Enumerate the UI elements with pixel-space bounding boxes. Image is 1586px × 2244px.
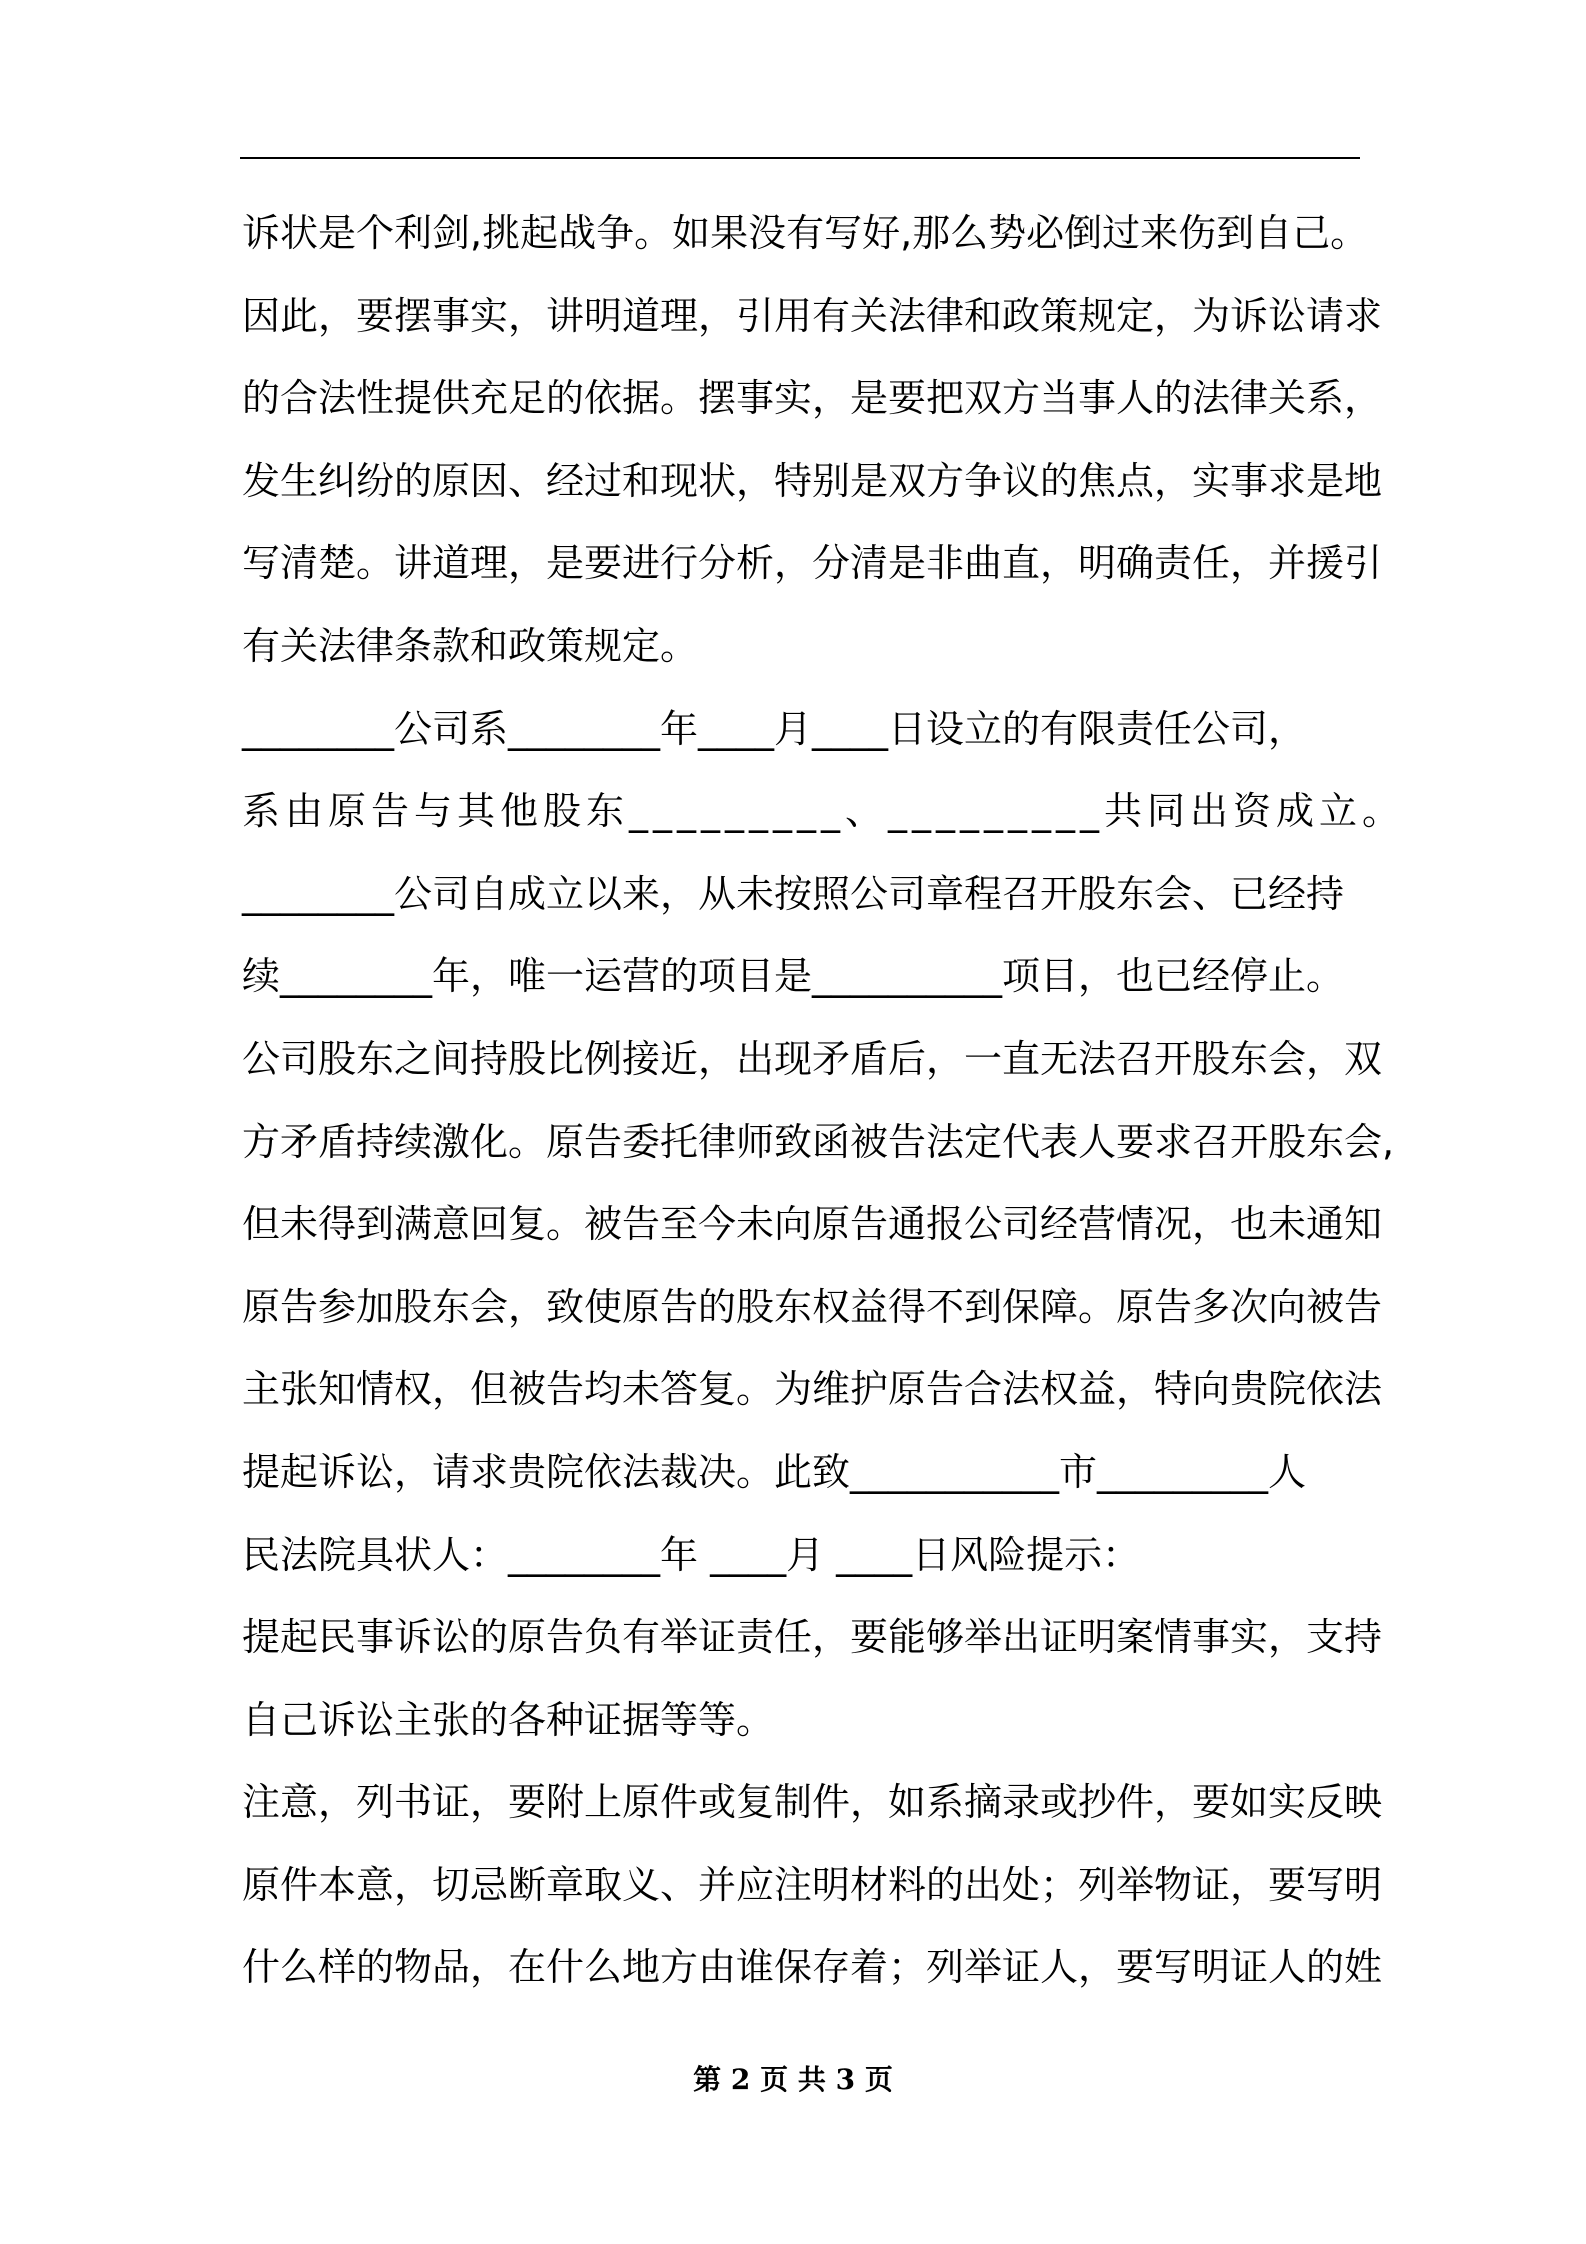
text-line: 什么样的物品，在什么地方由谁保存着；列举证人，要写明证人的姓 [242, 1945, 1383, 1990]
text-line: 原件本意，切忌断章取义、并应注明材料的出处；列举物证，要写明 [242, 1862, 1383, 1907]
text-line: ________公司系________年____月____日设立的有限责任公司， [242, 706, 1307, 751]
text-line: 方矛盾持续激化。原告委托律师致函被告法定代表人要求召开股东会, [242, 1119, 1395, 1164]
text-line: 自己诉讼主张的各种证据等等。 [242, 1697, 775, 1742]
page-number: 第 2 页 共 3 页 [693, 2063, 893, 2096]
text-line: 的合法性提供充足的依据。摆事实，是要把双方当事人的法律关系， [242, 376, 1383, 421]
text-line: 诉状是个利剑,挑起战争。如果没有写好,那么势必倒过来伤到自己。 [242, 211, 1369, 255]
text-line: 提起民事诉讼的原告负有举证责任，要能够举出证明案情事实，支持 [242, 1615, 1383, 1660]
text-line: 但未得到满意回复。被告至今未向原告通报公司经营情况，也未通知 [242, 1202, 1383, 1247]
text-line: 因此，要摆事实，讲明道理，引用有关法律和政策规定，为诉讼请求 [242, 293, 1383, 338]
text-line: 民法院具状人：________年 ____月 ____日风险提示： [242, 1532, 1141, 1577]
document-body [242, 198, 1406, 2015]
text-line: 公司股东之间持股比例接近，出现矛盾后，一直无法召开股东会，双 [242, 1036, 1383, 1081]
text-line: 系由原告与其他股东_________、_________共同出资成立。 [242, 789, 1406, 834]
text-line: 原告参加股东会，致使原告的股东权益得不到保障。原告多次向被告 [242, 1284, 1383, 1329]
text-line: 写清楚。讲道理，是要进行分析，分清是非曲直，明确责任，并援引 [242, 541, 1383, 586]
text-line: ________公司自成立以来，从未按照公司章程召开股东会、已经持 [242, 871, 1345, 916]
text-line: 主张知情权，但被告均未答复。为维护原告合法权益，特向贵院依法 [242, 1367, 1383, 1412]
text-line: 续________年，唯一运营的项目是__________项目，也已经停止。 [242, 954, 1345, 999]
text-line: 提起诉讼，请求贵院依法裁决。此致___________市_________人 [242, 1449, 1307, 1494]
text-line: 注意，列书证，要附上原件或复制件，如系摘录或抄件，要如实反映 [242, 1780, 1383, 1825]
text-line: 发生纠纷的原因、经过和现状，特别是双方争议的焦点，实事求是地 [242, 458, 1383, 503]
text-line: 有关法律条款和政策规定。 [242, 623, 699, 668]
header-rule [240, 157, 1360, 159]
